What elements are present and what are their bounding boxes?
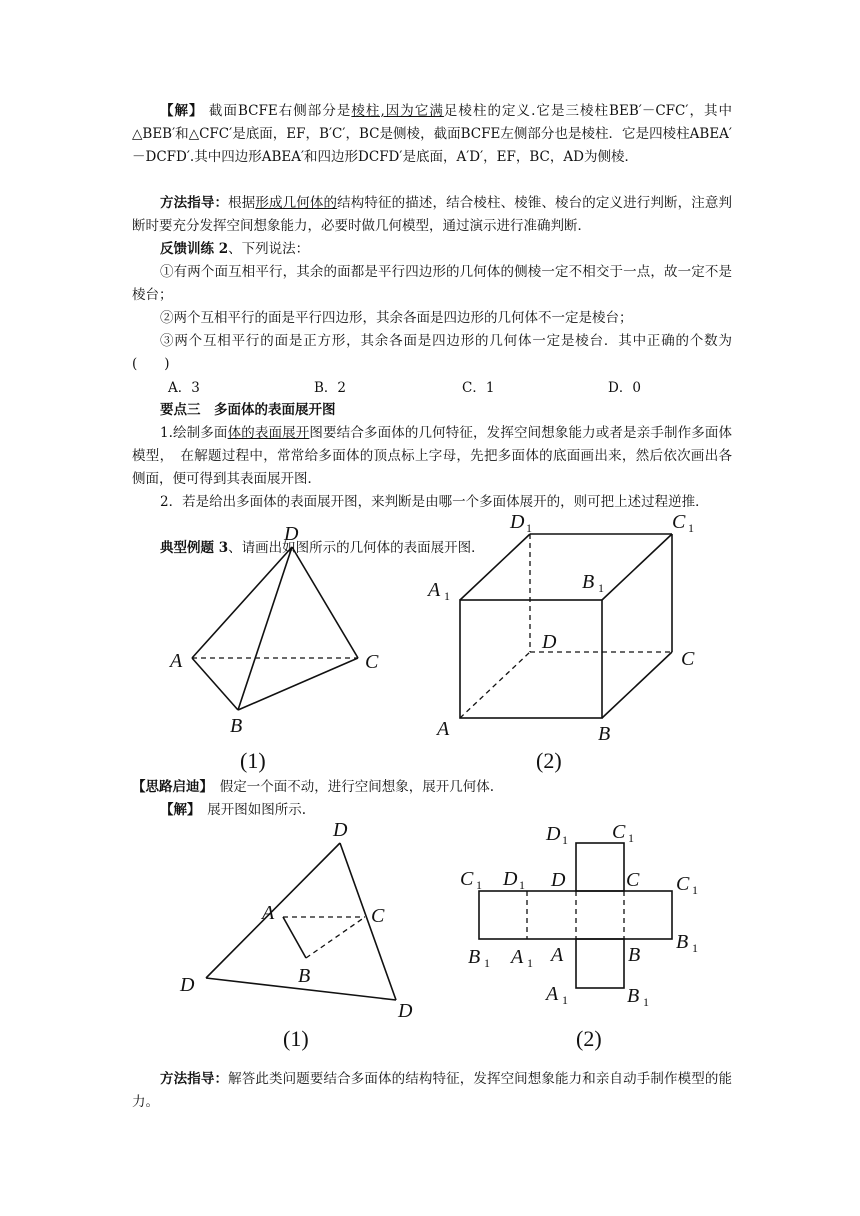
tetra-label-b: B [230, 715, 243, 737]
tetra-label-a: A [170, 650, 183, 672]
net2-label-c1-left: C [460, 868, 474, 890]
svg-text:1: 1 [692, 883, 698, 897]
net2-label-c1-top: C [612, 821, 626, 843]
net1-label-c: C [371, 905, 385, 927]
keypoint-3-para-1: 1.绘制多面体的表面展开图要结合多面体的几何特征，发挥空间想象能力或者是亲手制作多面体模型， 在解题过程中，常常给多面体的顶点标上字母，先把多面体的底面画出来，然后依次画出各侧面，便可得到其表面展开图． [132, 425, 733, 487]
svg-text:1: 1 [562, 993, 568, 1007]
caption-bottom-2: (2) [576, 1026, 602, 1051]
exercise-2-item-3: ③两个互相平行的面是正方形，其余各面是四边形的几何体一定是棱台．其中正确的个数为( ) [132, 333, 732, 372]
svg-text:1: 1 [628, 831, 634, 845]
net2-label-d1-mid: D [503, 868, 518, 890]
net2-label-b1-left: B [468, 946, 481, 968]
option-a: A．3 [168, 380, 200, 396]
svg-text:1: 1 [484, 956, 490, 970]
svg-text:1: 1 [562, 833, 568, 847]
caption-top-1: (1) [240, 748, 266, 773]
net1-label-d-left: D [180, 974, 195, 996]
net2-label-c1-right: C [676, 873, 690, 895]
net2-label-a1-mid: A [511, 946, 524, 968]
exercise-2-item-2: ②两个互相平行的面是平行四边形，其余各面是四边形的几何体不一定是棱台； [160, 310, 633, 326]
svg-text:1: 1 [688, 521, 694, 535]
svg-text:1: 1 [527, 956, 533, 970]
option-c: C．1 [462, 380, 495, 396]
net1-label-d-top: D [333, 819, 348, 841]
tetra-label-d: D [284, 523, 299, 545]
net2-label-a: A [551, 944, 564, 966]
method-guidance-2: 方法指导：解答此类问题要结合多面体的结构特征，发挥空间想象能力和亲自动手制作模型的能力。 [132, 1071, 733, 1110]
cube-label-d: D [542, 631, 557, 653]
svg-text:1: 1 [598, 581, 604, 595]
cube-label-d1: D [510, 511, 525, 533]
svg-text:1: 1 [692, 941, 698, 955]
net2-label-b1-bottom: B [627, 985, 640, 1007]
solution-tag: 【解】 [160, 103, 204, 119]
net2-label-d: D [551, 869, 566, 891]
net1-label-a: A [262, 902, 275, 924]
cube-label-c1: C [672, 511, 686, 533]
cube-label-a1: A [428, 579, 441, 601]
svg-text:1: 1 [526, 521, 532, 535]
cube-net-figure [460, 821, 698, 1051]
cube-label-a: A [437, 718, 450, 740]
net2-label-b1-right: B [676, 931, 689, 953]
solution-paragraph: 【解】 截面BCFE右侧部分是棱柱,因为它满足棱柱的定义.它是三棱柱BEB′－CFC′，其中△BEB′和△CFC′是底面，EF，B′C′，BC是侧棱，截面BCFE左侧部分也是棱柱．它是四棱柱ABEA′－DCFD′.其中四边形ABEA′和四边形DCFD′是底面，A′D′，EF，BC，AD为侧棱． [132, 103, 733, 165]
net2-label-a1-bottom: A [546, 983, 559, 1005]
example-3-heading: 典型例题 3、请画出如图所示的几何体的表面展开图． [160, 540, 485, 556]
svg-text:1: 1 [519, 878, 525, 892]
tetra-label-c: C [365, 651, 379, 673]
option-b: B．2 [314, 380, 347, 396]
caption-top-2: (2) [536, 748, 562, 773]
caption-bottom-1: (1) [283, 1026, 309, 1051]
net2-label-b: B [628, 944, 641, 966]
keypoint-3-para-2: 2．若是给出多面体的表面展开图，来判断是由哪一个多面体展开的，则可把上述过程逆推． [160, 494, 709, 510]
keypoint-3-title: 要点三 多面体的表面展开图 [160, 402, 336, 418]
net1-label-d-right: D [398, 1000, 413, 1022]
exercise-2-item-1: ①有两个面互相平行，其余的面都是平行四边形的几何体的侧棱一定不相交于一点，故一定不是棱台； [132, 264, 732, 303]
svg-text:1: 1 [476, 878, 482, 892]
cube-label-c: C [681, 648, 695, 670]
tetrahedron-net-figure [179, 819, 413, 1051]
method-guidance-1: 方法指导：根据形成几何体的结构特征的描述，结合棱柱、棱锥、棱台的定义进行判断，注意判断时要充分发挥空间想象能力，必要时做几何模型，通过演示进行准确判断． [132, 195, 733, 234]
net2-label-d1-top: D [546, 823, 561, 845]
cube-label-b: B [598, 723, 611, 745]
net1-label-b: B [298, 965, 311, 987]
svg-text:1: 1 [444, 589, 450, 603]
cube-label-b1: B [582, 571, 595, 593]
solution-2-line: 【解】 展开图如图所示. [160, 802, 307, 818]
hint-line: 【思路启迪】 假定一个面不动，进行空间想象，展开几何体. [132, 779, 495, 795]
option-d: D．0 [608, 380, 641, 396]
net2-label-c: C [626, 869, 640, 891]
exercise-2-heading: 反馈训练 2、下列说法： [160, 241, 310, 257]
svg-text:1: 1 [643, 995, 649, 1009]
